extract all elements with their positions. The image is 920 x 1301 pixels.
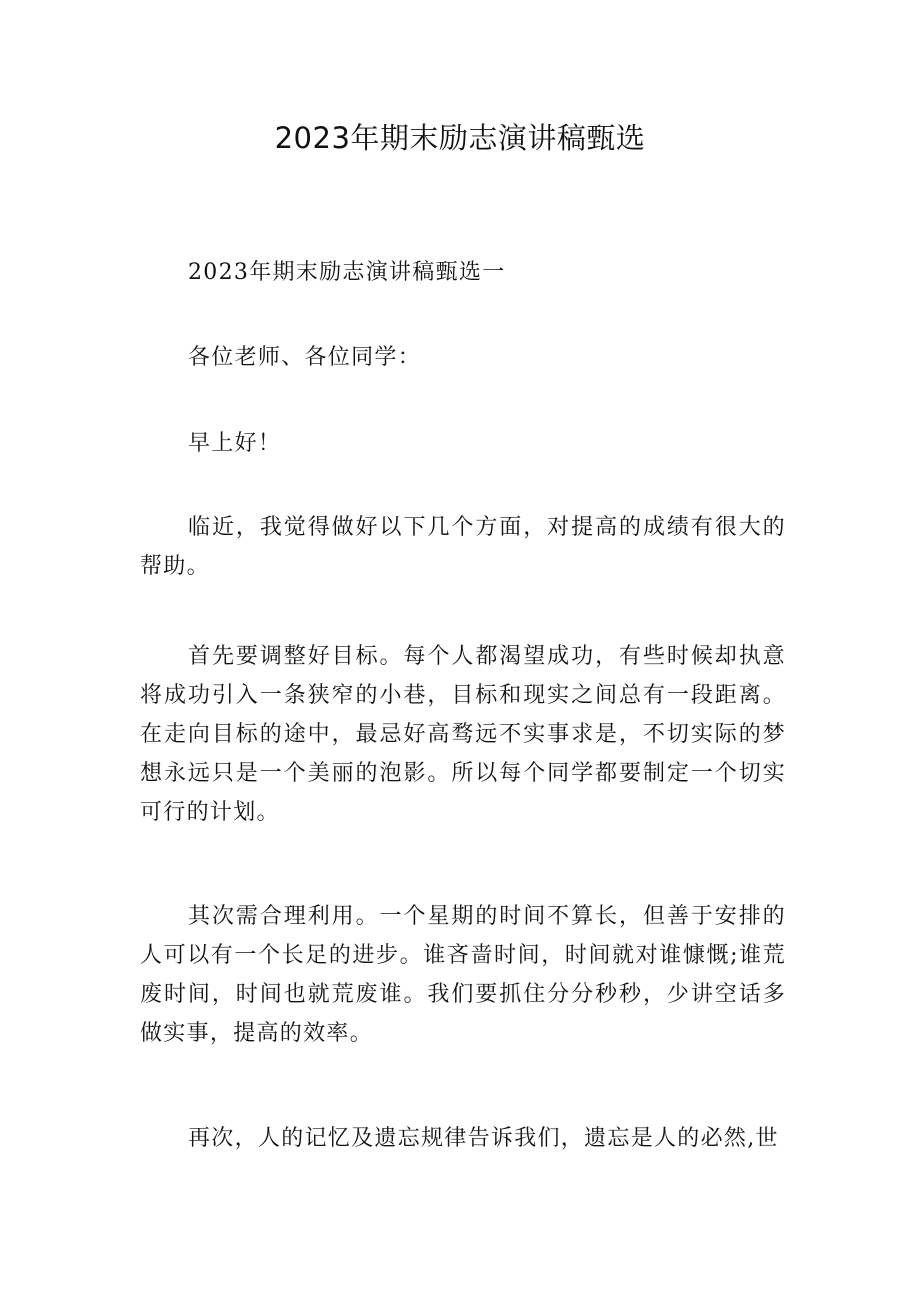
speech-subtitle: 2023年期末励志演讲稿甄选一 (188, 260, 506, 285)
body-paragraph: 再次，人的记忆及遗忘规律告诉我们，遗忘是人的必然,世 (188, 1126, 779, 1151)
body-paragraph: 首先要调整好目标。每个人都渴望成功，有些时候却执意将成功引入一条狭窄的小巷，目标和现实之间总有一段距离。在走向目标的途中，最忌好高骛远不实事求是，不切实际的梦想永远只是一个美丽的泡影。所以每个同学都要制定一个切实可行的计划。 (140, 644, 786, 825)
greeting-line: 各位老师、各位同学： (188, 345, 422, 370)
document-title: 2023年期末励志演讲稿甄选 (274, 121, 646, 155)
morning-greeting: 早上好！ (188, 431, 282, 456)
body-paragraph: 其次需合理利用。一个星期的时间不算长，但善于安排的人可以有一个长足的进步。谁吝啬时间，时间就对谁慷慨;谁荒废时间，时间也就荒废谁。我们要抓住分分秒秒，少讲空话多做实事，提高的效率。 (140, 904, 786, 1046)
body-paragraph: 临近，我觉得做好以下几个方面，对提高的成绩有很大的帮助。 (140, 515, 786, 579)
